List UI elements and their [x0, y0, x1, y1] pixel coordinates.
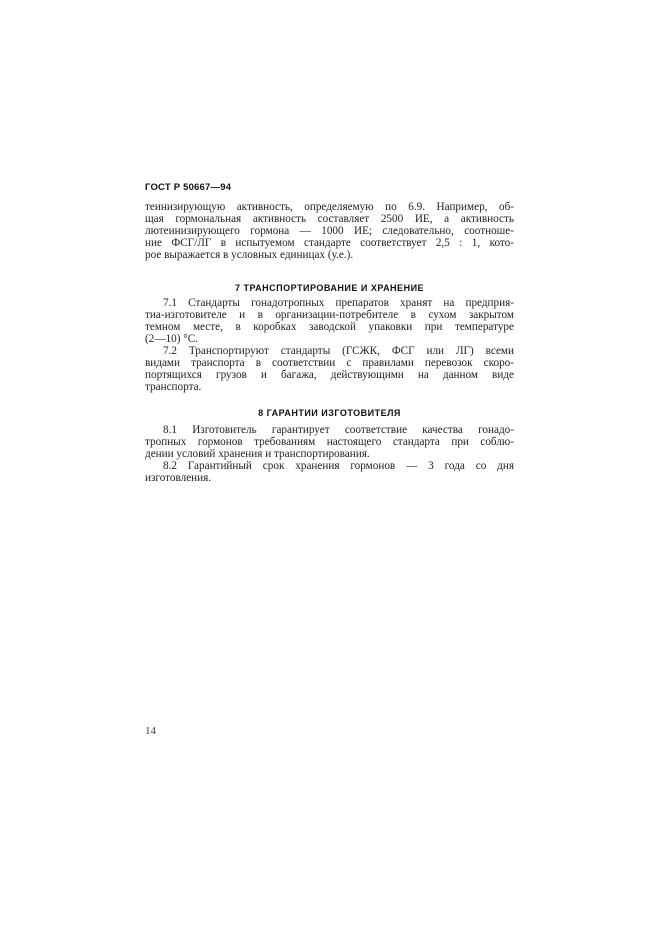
text-line: 8.1 Изготовитель гарантирует соответствие качества гонадо- [163, 424, 514, 436]
text-line: тропных гормонов требованиям настоящего стандарта при соблю- [145, 436, 514, 448]
text-line: портящихся грузов и багажа, действующими на данном виде [145, 369, 514, 381]
section-8-paragraph-2 [145, 460, 514, 484]
section-7-paragraph-1 [145, 297, 514, 345]
section-7-heading: 7 ТРАНСПОРТИРОВАНИЕ И ХРАНЕНИЕ [234, 283, 425, 293]
page-number: 14 [145, 725, 156, 737]
text-line: ние ФСГ/ЛГ в испытуемом стандарте соответствует 2,5 : 1, кото- [145, 237, 514, 249]
text-line: тиа-изготовителе и в организации-потребителе в сухом закрытом [145, 309, 514, 321]
section-8-heading: 8 ГАРАНТИИ ИЗГОТОВИТЕЛЯ [258, 408, 401, 418]
text-line: рое выражается в условных единицах (у.е.). [145, 249, 354, 261]
text-line: теинизирующую активность, определяемую по 6.9. Например, об- [145, 201, 514, 213]
text-line: изготовления. [145, 472, 212, 484]
document-header: ГОСТ Р 50667—94 [145, 182, 232, 193]
text-line: дении условий хранения и транспортирования. [145, 448, 370, 460]
intro-paragraph [145, 201, 514, 261]
text-line: щая гормональная активность составляет 2500 ИЕ, а активность [145, 213, 514, 225]
text-line: (2—10) °С. [145, 333, 198, 345]
text-line: темном месте, в коробках заводской упаковки при температуре [145, 321, 514, 333]
text-line: транспорта. [145, 381, 202, 393]
text-line: 8.2 Гарантийный срок хранения гормонов — 3 года со дня [163, 460, 514, 472]
text-line: 7.1 Стандарты гонадотропных препаратов хранят на предприя- [163, 297, 514, 309]
section-7-paragraph-2 [145, 345, 514, 393]
text-line: видами транспорта в соответствии с правилами перевозок скоро- [145, 357, 514, 369]
text-line: 7.2 Транспортируют стандарты (ГСЖК, ФСГ или ЛГ) всеми [163, 345, 514, 357]
text-line: лютеинизирующего гормона — 1000 ИЕ; следовательно, соотноше- [145, 225, 514, 237]
section-8-paragraph-1 [145, 424, 514, 460]
